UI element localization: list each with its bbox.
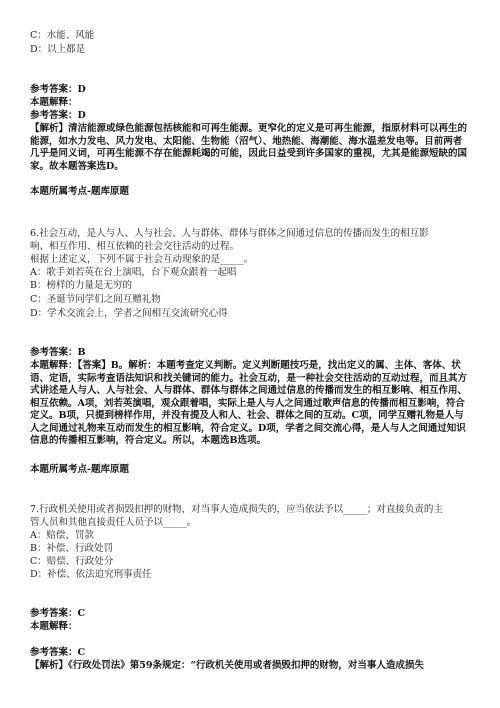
question-stem: 根据上述定义，下列不属于社会互动现象的是_____。 xyxy=(30,254,254,265)
source-note: 本题所属考点-题库原题 xyxy=(30,186,129,197)
explanation: 本题解释：【答案】B。解析：本题考查定义判断。定义判断题技巧是，找出定义的属、主体、客体、状语、定语，实际考查语法知识和找关键词的能力。社会互动，是一种社会交往活动的互动过程，而且其方式讲述是人与人、人与社会、人与群体、群体与群体之间通过信息的传播而发生的相互影响、相互作用、相互依赖。A项，刘若英演唱，观众跟着唱，实际上是人与人之间通过歌声信息的传播而相互影响，符合定义。B项，只提到榜样作用，并没有提及人和人、社会、群体之间的互动。C项，同学互赠礼物是人与人之间通过礼物来互动而发生的相互影响，符合定义。D项，学者之间交流心得，是人与人之间通过知识信息的传播相互影响，符合定义。所以，本题选B选项。 xyxy=(30,360,468,446)
question-stem: 响、相互作用、相互依赖的社会交往活动的过程。 xyxy=(30,241,240,252)
answer-reference: 参考答案：C xyxy=(30,647,86,658)
option-c: C：圣诞节同学们之间互赠礼物 xyxy=(30,294,161,305)
analysis-label: 本题解释： xyxy=(30,97,78,108)
option-b: B：榜样的力量是无穷的 xyxy=(30,280,132,291)
option-c: C：赔偿、行政处分 xyxy=(30,556,114,567)
source-note: 本题所属考点-题库原题 xyxy=(30,464,129,475)
question-stem: 6.社会互动，是人与人、人与社会、人与群体、群体与群体之间通过信息的传播而发生的相互影 xyxy=(30,228,429,239)
option-a: A：歌手刘若英在台上演唱，台下观众跟着一起唱 xyxy=(30,267,237,278)
option-b: B：补偿、行政处罚 xyxy=(30,543,113,554)
option-d: D：补偿、依法追究刑事责任 xyxy=(30,569,152,580)
analysis-label: 本题解释： xyxy=(30,621,78,632)
explanation: 【解析】《行政处罚法》第59条规定：“行政机关使用或者损毁扣押的财物，对当事人造成损失 xyxy=(30,660,424,671)
option-d: D：以上都是 xyxy=(30,44,86,55)
question-stem: 管人员和其他直接责任人员予以_____。 xyxy=(30,517,197,528)
option-c: C：水能、风能 xyxy=(30,30,95,41)
answer-reference: 参考答案：D xyxy=(30,84,86,95)
answer-reference: 参考答案：B xyxy=(30,347,86,358)
explanation: 【解析】清洁能源或绿色能源包括核能和可再生能源。更窄化的定义是可再生能源，指原材料可以再生的能源，如水力发电、风力发电、太阳能、生物能（沼气）、地热能、海潮能、海水温差发电等。目前两者几乎是同义词，可再生能源不存在能源耗竭的可能，因此日益受到许多国家的重视，尤其是能源短缺的国家。故本题答案选D。 xyxy=(30,123,468,172)
answer-reference: 参考答案：C xyxy=(30,608,86,619)
option-a: A：赔偿、罚款 xyxy=(30,530,94,541)
answer-reference: 参考答案：D xyxy=(30,110,86,121)
option-d: D：学术交流会上，学者之间相互交流研究心得 xyxy=(30,308,228,319)
question-stem: 7.行政机关使用或者损毁扣押的财物，对当事人造成损失的，应当依法予以_____；对直接负责的主 xyxy=(30,504,443,515)
